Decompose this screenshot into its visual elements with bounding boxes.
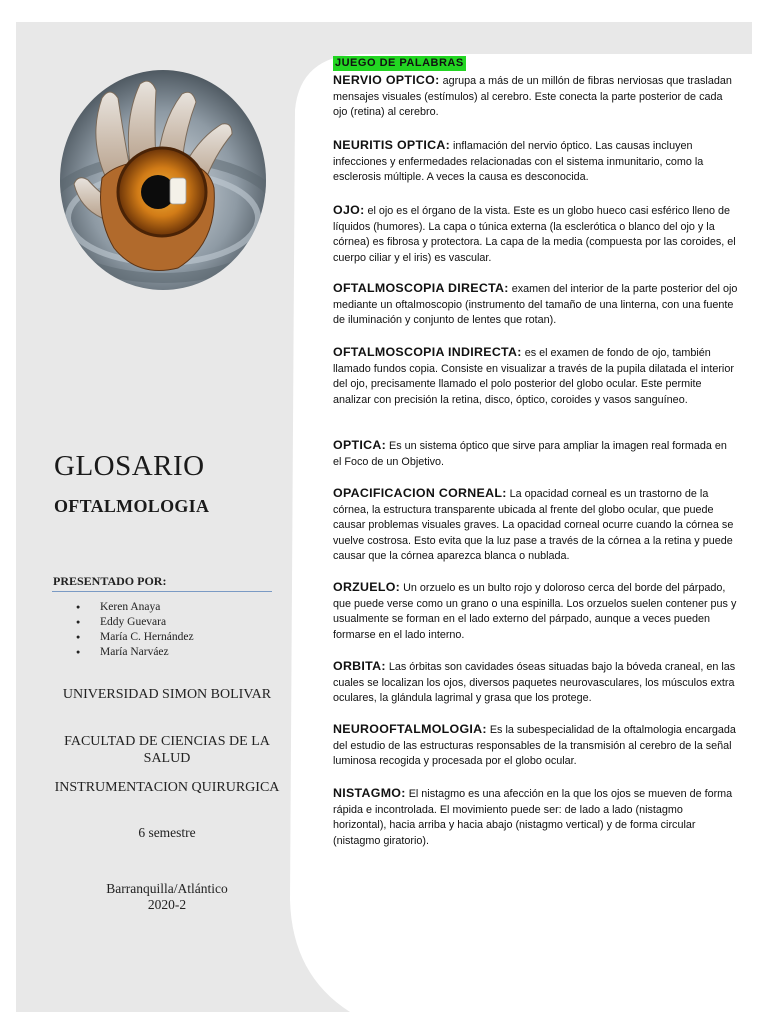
document-title: GLOSARIO <box>54 450 205 482</box>
entry-term: OPTICA: <box>333 438 387 452</box>
entry-term: OJO: <box>333 203 365 217</box>
presented-divider <box>52 591 272 592</box>
entry-term: NISTAGMO: <box>333 786 406 800</box>
glossary-entry <box>333 138 738 186</box>
presented-by-label: PRESENTADO POR: <box>53 574 167 588</box>
entry-term: ORZUELO: <box>333 580 401 594</box>
glossary-entry <box>333 722 738 770</box>
author-item: ● Keren Anaya <box>76 600 194 615</box>
program-name: INSTRUMENTACION QUIRURGICA <box>54 780 280 795</box>
author-item: ● María Narváez <box>76 645 194 660</box>
entry-definition: Un orzuelo es un bulto rojo y doloroso cerca del borde del párpado, que puede verse como un grano o una espinilla. Los orzuelos suelen contener pus y usualmente se forman en el lado externo del párpado, aunque a veces pueden formarse en el lado interno. <box>333 582 737 641</box>
glossary-entry <box>333 486 738 565</box>
entry-term: NEUROOFTALMOLOGIA: <box>333 722 487 736</box>
entry-term: NERVIO OPTICO: <box>333 73 440 87</box>
author-item: ● Eddy Guevara <box>76 615 194 630</box>
semester: 6 semestre <box>138 825 196 840</box>
entry-term: ORBITA: <box>333 659 386 673</box>
entry-term: OFTALMOSCOPIA DIRECTA: <box>333 281 509 295</box>
author-item: ● María C. Hernández <box>76 630 194 645</box>
entry-definition: el ojo es el órgano de la vista. Este es un globo hueco casi esférico lleno de líquidos (humores). La capa o túnica externa (la esclerótica o blanco del ojo y la córnea) es fibrosa y protectora. La capa de la media (compuesta por las coroides, el cuerpo ciliar y el iris) es vascular. <box>333 205 736 264</box>
document-subtitle: OFTALMOLOGIA <box>54 496 210 516</box>
glossary-entry <box>333 786 738 849</box>
glossary-entry <box>333 281 738 329</box>
entry-definition: es el examen de fondo de ojo, también llamado fundos copia. Consiste en visualizar a través de la pupila dilatada el interior del ojo, precisamente llamado el polo posterior del globo ocular. Este permite analizar con precisión la retina, disco, óptico, coroides y vasos sanguíneo. <box>333 347 734 406</box>
entry-definition: examen del interior de la parte posterior del ojo mediante un oftalmoscopio (instrumento del tamaño de una linterna, con una fuente de iluminación y conjunto de lentes que rotan). <box>333 283 738 327</box>
entry-definition: Es un sistema óptico que sirve para ampliar la imagen real formada en el Foco de un Objetivo. <box>333 440 727 468</box>
glossary-entry <box>333 345 738 408</box>
university-name: UNIVERSIDAD SIMON BOLIVAR <box>62 687 272 702</box>
glossary-entry <box>333 580 738 643</box>
entry-definition: La opacidad corneal es un trastorno de la córnea, la estructura transparente ubicada al frente del globo ocular, que puede causar problemas visuales graves. La opacidad corneal ocurre cuando la córnea se vuelve costrosa. Esto evita que la luz pase a través de la córnea a la retina y puede causar que la córnea aparezca blanca o nublada. <box>333 488 734 563</box>
glossary-entry <box>333 73 738 121</box>
glossary-entry <box>333 438 738 470</box>
entry-term: OFTALMOSCOPIA INDIRECTA: <box>333 345 522 359</box>
period: 2020-2 <box>147 897 187 912</box>
entry-term: OPACIFICACION CORNEAL: <box>333 486 507 500</box>
entry-definition: El nistagmo es una afección en la que los ojos se mueven de forma rápida e incontrolada. El movimiento puede ser: de lado a lado (nistagmo horizontal), hacia arriba y hacia abajo (nistagmo vertical) y de forma circular (nistagmo giratorio). <box>333 788 733 847</box>
entry-definition: inflamación del nervio óptico. Las causas incluyen infecciones y enfermedades relacionadas con el sistema inmunitario, como la esclerosis múltiple. A veces la causa es desconocida. <box>333 140 704 184</box>
entry-definition: Las órbitas son cavidades óseas situadas bajo la bóveda craneal, en las cuales se localizan los ojos, diversos paquetes neurovasculares, los músculos extra oculares, la glándula lagrimal y grasa que los protege. <box>333 661 736 705</box>
entry-term: NEURITIS OPTICA: <box>333 138 451 152</box>
author-list <box>76 600 194 660</box>
eye-hand-illustration <box>58 68 268 293</box>
glossary-entry <box>333 203 738 266</box>
city: Barranquilla/Atlántico <box>106 881 228 896</box>
entry-definition: agrupa a más de un millón de fibras nerviosas que trasladan mensajes visuales (estímulos) al cerebro. Este conecta la parte posterior de cada ojo (retina) al cerebro. <box>333 75 732 119</box>
faculty-name: FACULTAD DE CIENCIAS DE LA SALUD <box>64 734 270 766</box>
location-and-period <box>44 881 290 913</box>
entry-definition: Es la subespecialidad de la oftalmologia encargada del estudio de las estructuras responsables de la transmisión al cerebro de la señal luminosa recogida y procesada por el globo ocular. <box>333 724 736 768</box>
section-tag: JUEGO DE PALABRAS <box>335 57 464 69</box>
glossary-entry <box>333 659 738 707</box>
